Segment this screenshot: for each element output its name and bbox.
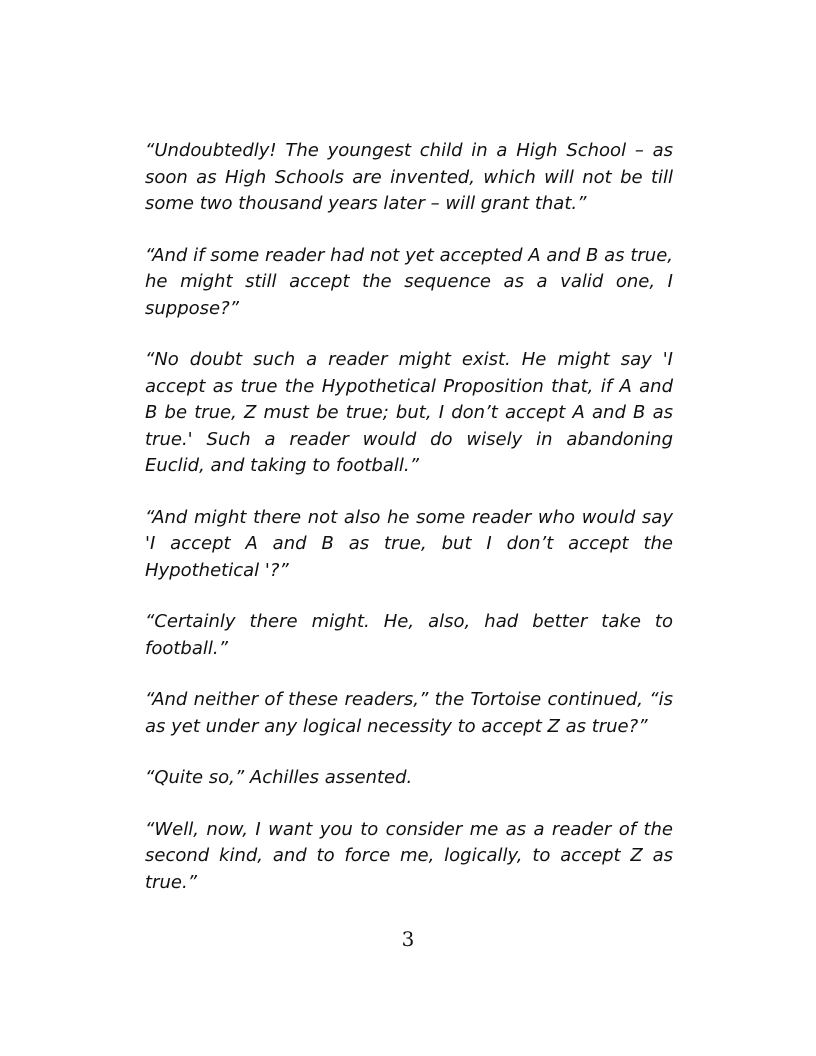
paragraph-8: “Well, now, I want you to consider me as a reader of the second kind, and to force me, logically, to accept Z as true.” bbox=[145, 818, 673, 893]
paragraph-4: “And might there not also he some reader who would say 'I accept A and B as true, but I don’t accept the Hypothetical '?” bbox=[145, 506, 673, 581]
paragraph-2: “And if some reader had not yet accepted A and B as true, he might still accept the sequence as a valid one, I suppose?” bbox=[145, 244, 673, 319]
paragraph-1: “Undoubtedly! The youngest child in a High School – as soon as High Schools are invented, which will not be till some two thousand years later – will grant that.” bbox=[145, 140, 673, 214]
paragraph-7: “Quite so,” Achilles assented. bbox=[145, 767, 413, 788]
body-text bbox=[145, 138, 673, 921]
paragraph-6: “And neither of these readers,” the Tortoise continued, “is as yet under any logical necessity to accept Z as true?” bbox=[145, 689, 673, 737]
paragraph-5: “Certainly there might. He, also, had better take to football.” bbox=[145, 611, 673, 659]
page-number: 3 bbox=[401, 927, 415, 951]
paragraph-3: “No doubt such a reader might exist. He might say 'I accept as true the Hypothetical Proposition that, if A and B be true, Z must be true; but, I don’t accept A and B as true.' Such a reader would do wisely in abandoning Euclid, and taking to football.” bbox=[145, 349, 673, 476]
